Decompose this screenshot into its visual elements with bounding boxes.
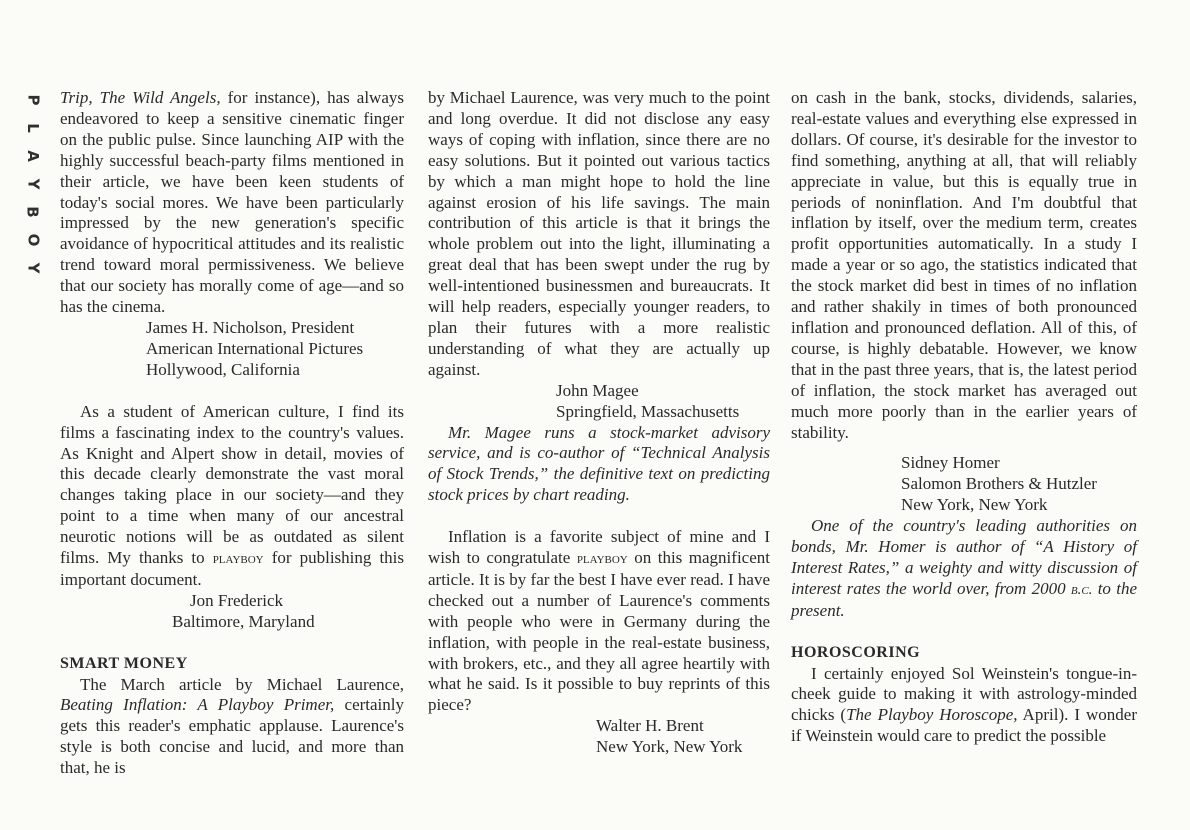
- magazine-name: playboy: [212, 551, 264, 568]
- section-heading: SMART MONEY: [60, 654, 188, 672]
- italic-title: Beating Inflation: A Playboy Primer,: [60, 695, 335, 715]
- signature-location: Hollywood, California: [146, 359, 300, 379]
- note-text: One of the country's leading authorities on bonds, Mr. Homer is author of “A History of Interest Rates,” a weighty and witty discussion of interest rates the world over, from 2000: [791, 516, 1137, 598]
- column-1: [60, 88, 404, 779]
- signature-name: Jon Frederick: [190, 590, 284, 610]
- signature-location: New York, New York: [901, 495, 1048, 515]
- italic-title: Trip, The Wild Angels,: [60, 88, 221, 107]
- letter-paragraph: [60, 402, 404, 591]
- sidebar-letter: O: [23, 233, 42, 247]
- signature-location: Springfield, Massachusetts: [556, 401, 740, 421]
- letter-paragraph: on cash in the bank, stocks, dividends, salaries, real-estate values and everything else expressed in dollars. Of course, it's desirable for the investor to find something, anything at all, that will reliably appreciate in value, but this is equally true in periods of noninflation. And I'm doubtful that inflation by itself, over the medium term, creates profit opportunities automatically. In a study I made a year or so ago, the statistics indicated that the stock market did best in times of no inflation and rather shakily in times of both pronounced inflation and pronounced deflation. All of this, of course, is highly debatable. However, we know that in the past three years, that is, the latest period of inflation, the stock market has averaged out much more poorly than in the earlier years of stability.: [791, 88, 1137, 442]
- paragraph-text: The March article by Michael Laurence,: [80, 674, 404, 694]
- paragraph-text: on this magnificent article. It is by far the best I have ever read. I have checked out a number of Laurence's comments with people who were in Germany during the inflation, with people in the real-estate business, with brokers, etc., and they all agree heartily with what he said. Is it possible to buy reprints of this piece?: [428, 548, 770, 715]
- note-text: to the present.: [791, 578, 1137, 620]
- paragraph-text: Inflation is a favorite subject of mine and I wish to congratulate: [428, 527, 770, 568]
- era-abbreviation: b.c.: [1070, 581, 1093, 598]
- signature-affiliation: Salomon Brothers & Hutzler: [901, 474, 1097, 494]
- sidebar-letter: P: [24, 94, 42, 106]
- paragraph-text: April). I wonder if Weinstein would care to predict the possible: [791, 705, 1137, 746]
- paragraph-text: As a student of American culture, I find its films a fascinating index to the country's values. As Knight and Alpert show in detail, movies of this decade clearly demonstrate the vast moral changes taking place in our society—and they point to a time when many of our ancestral neurotic notions will be as outdated as silent films. My thanks to: [60, 401, 404, 568]
- letter-paragraph: by Michael Laurence, was very much to the point and long overdue. It did not disclose any easy ways of coping with inflation, since there are no easy solutions. But it pointed out various tactics by which a man might hope to hold the line against erosion of his life savings. The main contribution of this article is that it brings the whole problem out into the light, illuminating a great deal that has been swept under the rug by well-intentioned businessmen and bureaucrats. It will help readers, especially younger readers, to plan their futures with a more realistic understanding of what they are actually up against.: [428, 88, 770, 379]
- sidebar-letter: Y: [24, 262, 42, 274]
- signature-location: Baltimore, Maryland: [172, 611, 315, 631]
- letter-paragraph: [791, 664, 1137, 748]
- sidebar-letter: L: [24, 123, 42, 133]
- signature-name: Walter H. Brent: [596, 716, 704, 736]
- sidebar-letter: A: [23, 150, 42, 162]
- paragraph-text: I certainly enjoyed Sol Weinstein's tongue-in-cheek guide to making it with astrology-minded chicks (: [791, 663, 1137, 725]
- signature-name: John Magee: [556, 380, 639, 400]
- magazine-name: playboy: [576, 551, 628, 568]
- sidebar-letter: Y: [24, 178, 42, 190]
- letter-paragraph: [428, 527, 770, 716]
- signature-name: Sidney Homer: [901, 453, 1000, 473]
- column-3: [791, 88, 1137, 747]
- signature-location: New York, New York: [596, 737, 743, 757]
- editor-note: Mr. Magee runs a stock-market advisory service, and is co-author of “Technical Analysis of Stock Trends,” the definitive text on predicting stock prices by chart reading.: [428, 422, 770, 505]
- section-heading: HOROSCORING: [791, 643, 921, 661]
- paragraph-text: for instance), has always endeavored to keep a sensitive cinematic finger on the public pulse. Since launching AIP with the highly successful beach-party films mentioned in their article, we have been keen students of today's social mores. We have been particularly impressed by the new generation's specific avoidance of hypocritical attitudes and its realistic trend toward moral permissiveness. We believe that our society has morally come of age—and so has the cinema.: [60, 88, 404, 317]
- sidebar-letter: B: [24, 206, 42, 218]
- paragraph-text: certainly gets this reader's emphatic applause. Laurence's style is both concise and lucid, and more than that, he is: [60, 695, 405, 778]
- signature-name: James H. Nicholson, President: [146, 317, 355, 337]
- magazine-sidebar-title: [18, 86, 48, 282]
- italic-title: The Playboy Horoscope,: [846, 705, 1018, 725]
- letter-paragraph: [60, 675, 404, 780]
- editor-note: [791, 516, 1137, 622]
- signature-affiliation: American International Pictures: [146, 338, 364, 358]
- paragraph-text: for publishing this important document.: [60, 548, 405, 589]
- column-2: [428, 88, 770, 758]
- letter-paragraph: [60, 88, 404, 318]
